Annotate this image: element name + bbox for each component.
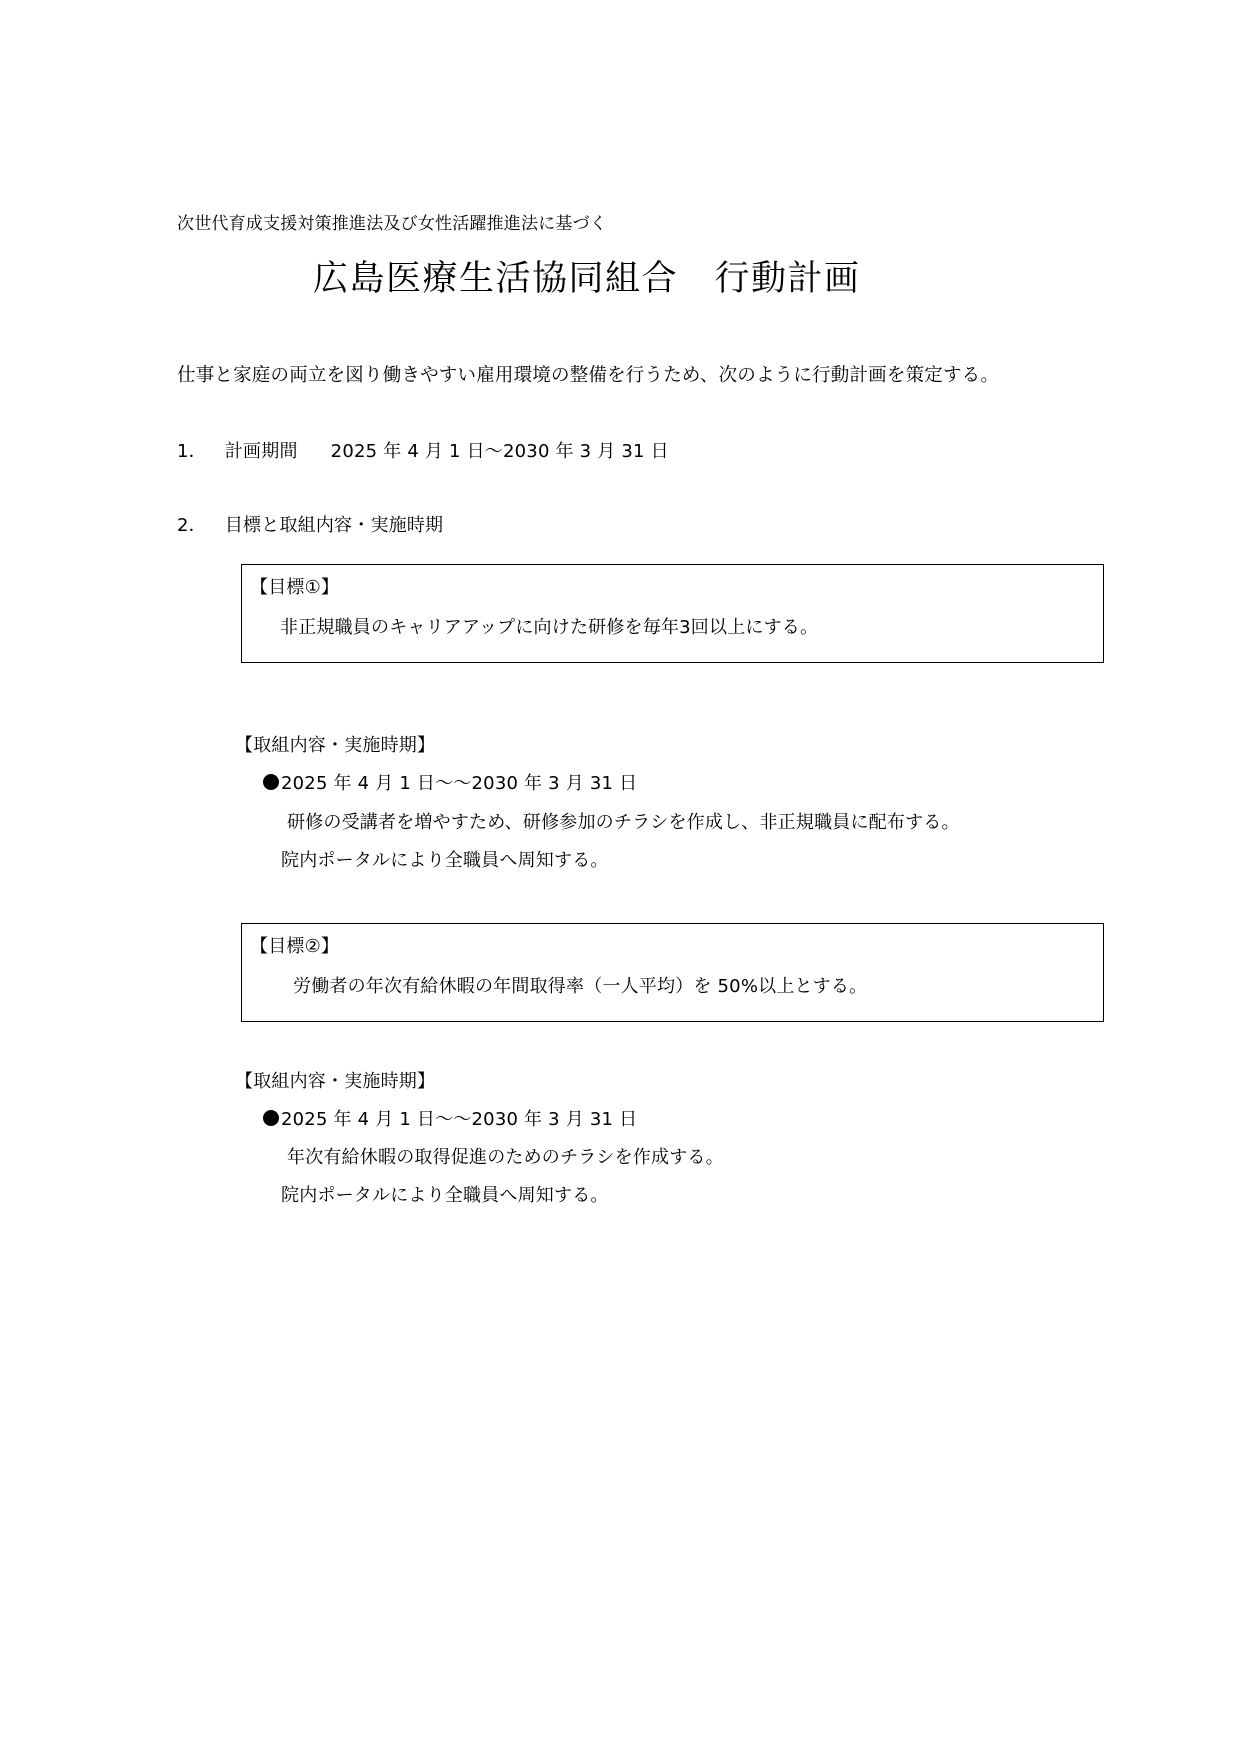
goal-1-action-line: 院内ポータルにより全職員へ周知する。 bbox=[281, 850, 609, 871]
section-1-number: 1． bbox=[177, 441, 207, 462]
document-subtitle: 次世代育成支援対策推進法及び女性活躍推進法に基づく bbox=[177, 214, 607, 234]
goal-2-action-date-text: 2025 年 4 月 1 日～～2030 年 3 月 31 日 bbox=[281, 1109, 638, 1130]
goal-2-action-date bbox=[263, 1108, 637, 1132]
bullet-icon bbox=[263, 774, 279, 790]
goal-1-label: 【目標①】 bbox=[250, 577, 340, 598]
section-1-period: 2025 年 4 月 1 日～2030 年 3 月 31 日 bbox=[330, 441, 669, 462]
document-title: 広島医療生活協同組合 行動計画 bbox=[313, 259, 861, 299]
bullet-icon bbox=[263, 1110, 279, 1126]
goal-1-action-heading: 【取組内容・実施時期】 bbox=[235, 735, 436, 756]
section-2-number: 2． bbox=[177, 515, 207, 536]
goal-1-action-date bbox=[263, 772, 637, 796]
section-2-label: 目標と取組内容・実施時期 bbox=[224, 515, 444, 536]
goal-1-text: 非正規職員のキャリアアップに向けた研修を毎年3回以上にする。 bbox=[280, 617, 819, 638]
goal-1-action-date-text: 2025 年 4 月 1 日～～2030 年 3 月 31 日 bbox=[281, 773, 638, 794]
goal-2-text: 労働者の年次有給休暇の年間取得率（一人平均）を 50%以上とする。 bbox=[293, 976, 868, 997]
goal-2-action-heading: 【取組内容・実施時期】 bbox=[235, 1071, 436, 1092]
section-1-label: 計画期間 bbox=[224, 441, 298, 462]
goal-2-action-line: 院内ポータルにより全職員へ周知する。 bbox=[281, 1185, 609, 1206]
goal-1-action-line: 研修の受講者を増やすため、研修参加のチラシを作成し、非正規職員に配布する。 bbox=[287, 812, 960, 833]
goal-1-box bbox=[241, 564, 1104, 663]
section-1-plan-period bbox=[177, 440, 669, 464]
section-2-heading bbox=[177, 514, 443, 538]
goal-2-box bbox=[241, 923, 1104, 1022]
goal-2-action-line: 年次有給休暇の取得促進のためのチラシを作成する。 bbox=[287, 1147, 724, 1168]
intro-paragraph: 仕事と家庭の両立を図り働きやすい雇用環境の整備を行うため、次のように行動計画を策定する。 bbox=[177, 365, 1000, 386]
goal-2-label: 【目標②】 bbox=[250, 936, 340, 957]
